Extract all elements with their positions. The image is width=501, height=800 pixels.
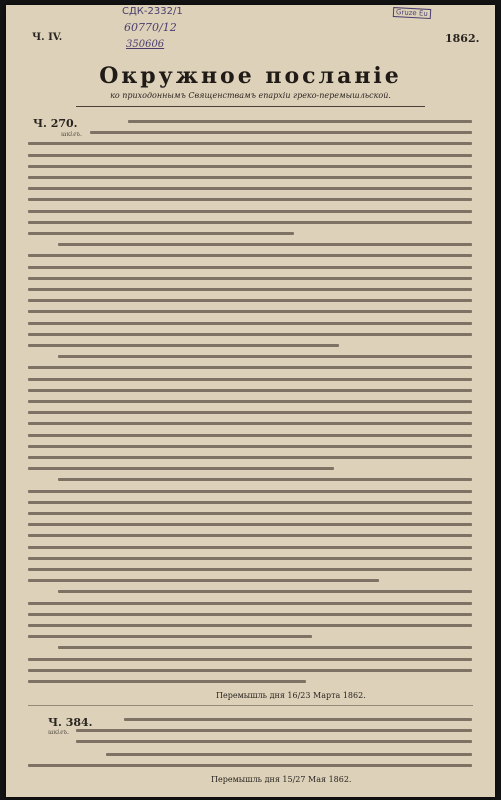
text-line (124, 718, 472, 721)
text-line (28, 764, 472, 767)
section-number-384: Ч. 384. (48, 716, 93, 729)
year: 1862. (445, 32, 480, 45)
document-title: Окружное посланіе (99, 63, 402, 89)
text-line (76, 729, 472, 732)
handwritten-inventory-number: 60770/12 (124, 21, 177, 34)
archive-stamp-code: СДК-2332/1 (122, 6, 183, 17)
signature-date-2: Перемышль дня 15/27 Мая 1862. (211, 775, 352, 784)
text-line (76, 740, 472, 743)
section-number-270: Ч. 270. (33, 117, 78, 130)
section-marginal-note-2: шкілъ. (48, 729, 69, 736)
handwritten-archive-number: 350606 (126, 39, 165, 50)
document-page (6, 5, 495, 797)
document-subtitle: ко приходоннымъ Священствамъ епархіи греко-перемышльской. (110, 91, 391, 100)
part-number: Ч. IV. (32, 32, 63, 43)
text-line (106, 753, 472, 756)
signature-date-1: Перемышль дня 16/23 Марта 1862. (216, 691, 366, 700)
section-384-body (6, 5, 495, 797)
corner-stamp: Gruze Eu (393, 7, 431, 19)
section-marginal-note: шкілъ. (61, 131, 82, 138)
